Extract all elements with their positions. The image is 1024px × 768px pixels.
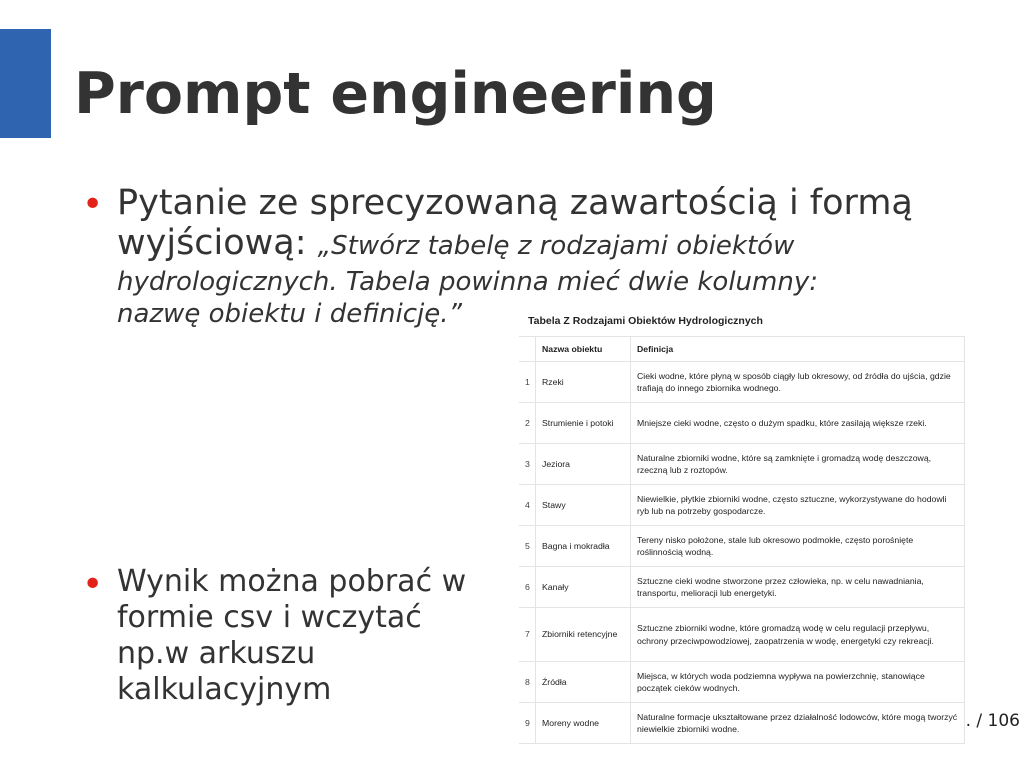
prompt-quote: hydrologicznych. Tabela powinna mieć dwie kolumny:: [117, 267, 818, 297]
definition-cell: Mniejsze cieki wodne, często o dużym spadku, które zasilają większe rzeki.: [631, 403, 965, 444]
title-accent-bar: [0, 29, 51, 138]
bullet-line: Pytanie ze sprecyzowaną zawartością i formą: [117, 183, 913, 223]
object-name-cell: Zbiorniki retencyjne: [536, 608, 631, 662]
table-header-row: [519, 337, 965, 362]
table-row: [519, 567, 965, 608]
table-row: [519, 526, 965, 567]
bullet-line: [117, 223, 977, 266]
table-row: [519, 403, 965, 444]
object-name-cell: Kanały: [536, 567, 631, 608]
row-number: 5: [519, 526, 536, 567]
definition-cell: Niewielkie, płytkie zbiorniki wodne, często sztuczne, wykorzystywane do hodowli ryb lub na potrzeby gospodarcze.: [631, 485, 965, 526]
object-name-cell: Stawy: [536, 485, 631, 526]
row-number: 4: [519, 485, 536, 526]
object-name-cell: Rzeki: [536, 362, 631, 403]
slide-title: Prompt engineering: [74, 61, 717, 127]
table-caption: Tabela Z Rodzajami Obiektów Hydrologicznych: [528, 315, 763, 327]
column-header-name: Nazwa obiektu: [536, 337, 631, 362]
definition-cell: Cieki wodne, które płyną w sposób ciągły lub okresowy, od źródła do ujścia, gdzie trafiają do innego zbiornika wodnego.: [631, 362, 965, 403]
bullet-line: formie csv i wczytać: [117, 600, 422, 635]
table-row: [519, 444, 965, 485]
generated-table-screenshot: [519, 306, 965, 748]
object-name-cell: Bagna i mokradła: [536, 526, 631, 567]
table-row: [519, 485, 965, 526]
definition-cell: Sztuczne zbiorniki wodne, które gromadzą wodę w celu regulacji przepływu, ochrony przeciwpowodziowej, zaopatrzenia w wodę, energetyki czy rekreacji.: [631, 608, 965, 662]
table-row: [519, 662, 965, 703]
definition-cell: Sztuczne cieki wodne stworzone przez człowieka, np. w celu nawadniania, transportu, melioracji lub energetyki.: [631, 567, 965, 608]
table-row: [519, 703, 965, 744]
table-row: [519, 608, 965, 662]
row-number: 7: [519, 608, 536, 662]
definition-cell: Tereny nisko położone, stale lub okresowo podmokłe, często porośnięte roślinnością wodną.: [631, 526, 965, 567]
bullet-line: Wynik można pobrać w: [117, 564, 467, 599]
bullet-csv-export: [117, 564, 497, 708]
column-header-definition: Definicja: [631, 337, 965, 362]
object-name-cell: Jeziora: [536, 444, 631, 485]
table-row: [519, 362, 965, 403]
prompt-quote: „Stwórz tabelę z rodzajami obiektów: [317, 231, 795, 261]
row-number: 3: [519, 444, 536, 485]
row-number: 2: [519, 403, 536, 444]
object-name-cell: Źródła: [536, 662, 631, 703]
hydrology-table: [519, 336, 965, 744]
row-number: 8: [519, 662, 536, 703]
bullet-marker: •: [82, 564, 104, 605]
row-number-header: [519, 337, 536, 362]
page-number: . / 106: [965, 711, 1020, 731]
definition-cell: Miejsca, w których woda podziemna wypływa na powierzchnię, stanowiące początek cieków wodnych.: [631, 662, 965, 703]
row-number: 1: [519, 362, 536, 403]
bullet-marker: •: [82, 184, 104, 225]
bullet-line: np.w arkuszu: [117, 636, 316, 671]
row-number: 9: [519, 703, 536, 744]
definition-cell: Naturalne zbiorniki wodne, które są zamknięte i gromadzą wodę deszczową, rzeczną lub z roztopów.: [631, 444, 965, 485]
row-number: 6: [519, 567, 536, 608]
bullet-line: kalkulacyjnym: [117, 672, 332, 707]
prompt-quote: nazwę obiektu i definicję.”: [117, 299, 462, 329]
definition-cell: Naturalne formacje ukształtowane przez działalność lodowców, które mogą tworzyć niewielkie zbiorniki wodne.: [631, 703, 965, 744]
object-name-cell: Strumienie i potoki: [536, 403, 631, 444]
bullet-lead-text: wyjściową:: [117, 223, 318, 263]
object-name-cell: Moreny wodne: [536, 703, 631, 744]
